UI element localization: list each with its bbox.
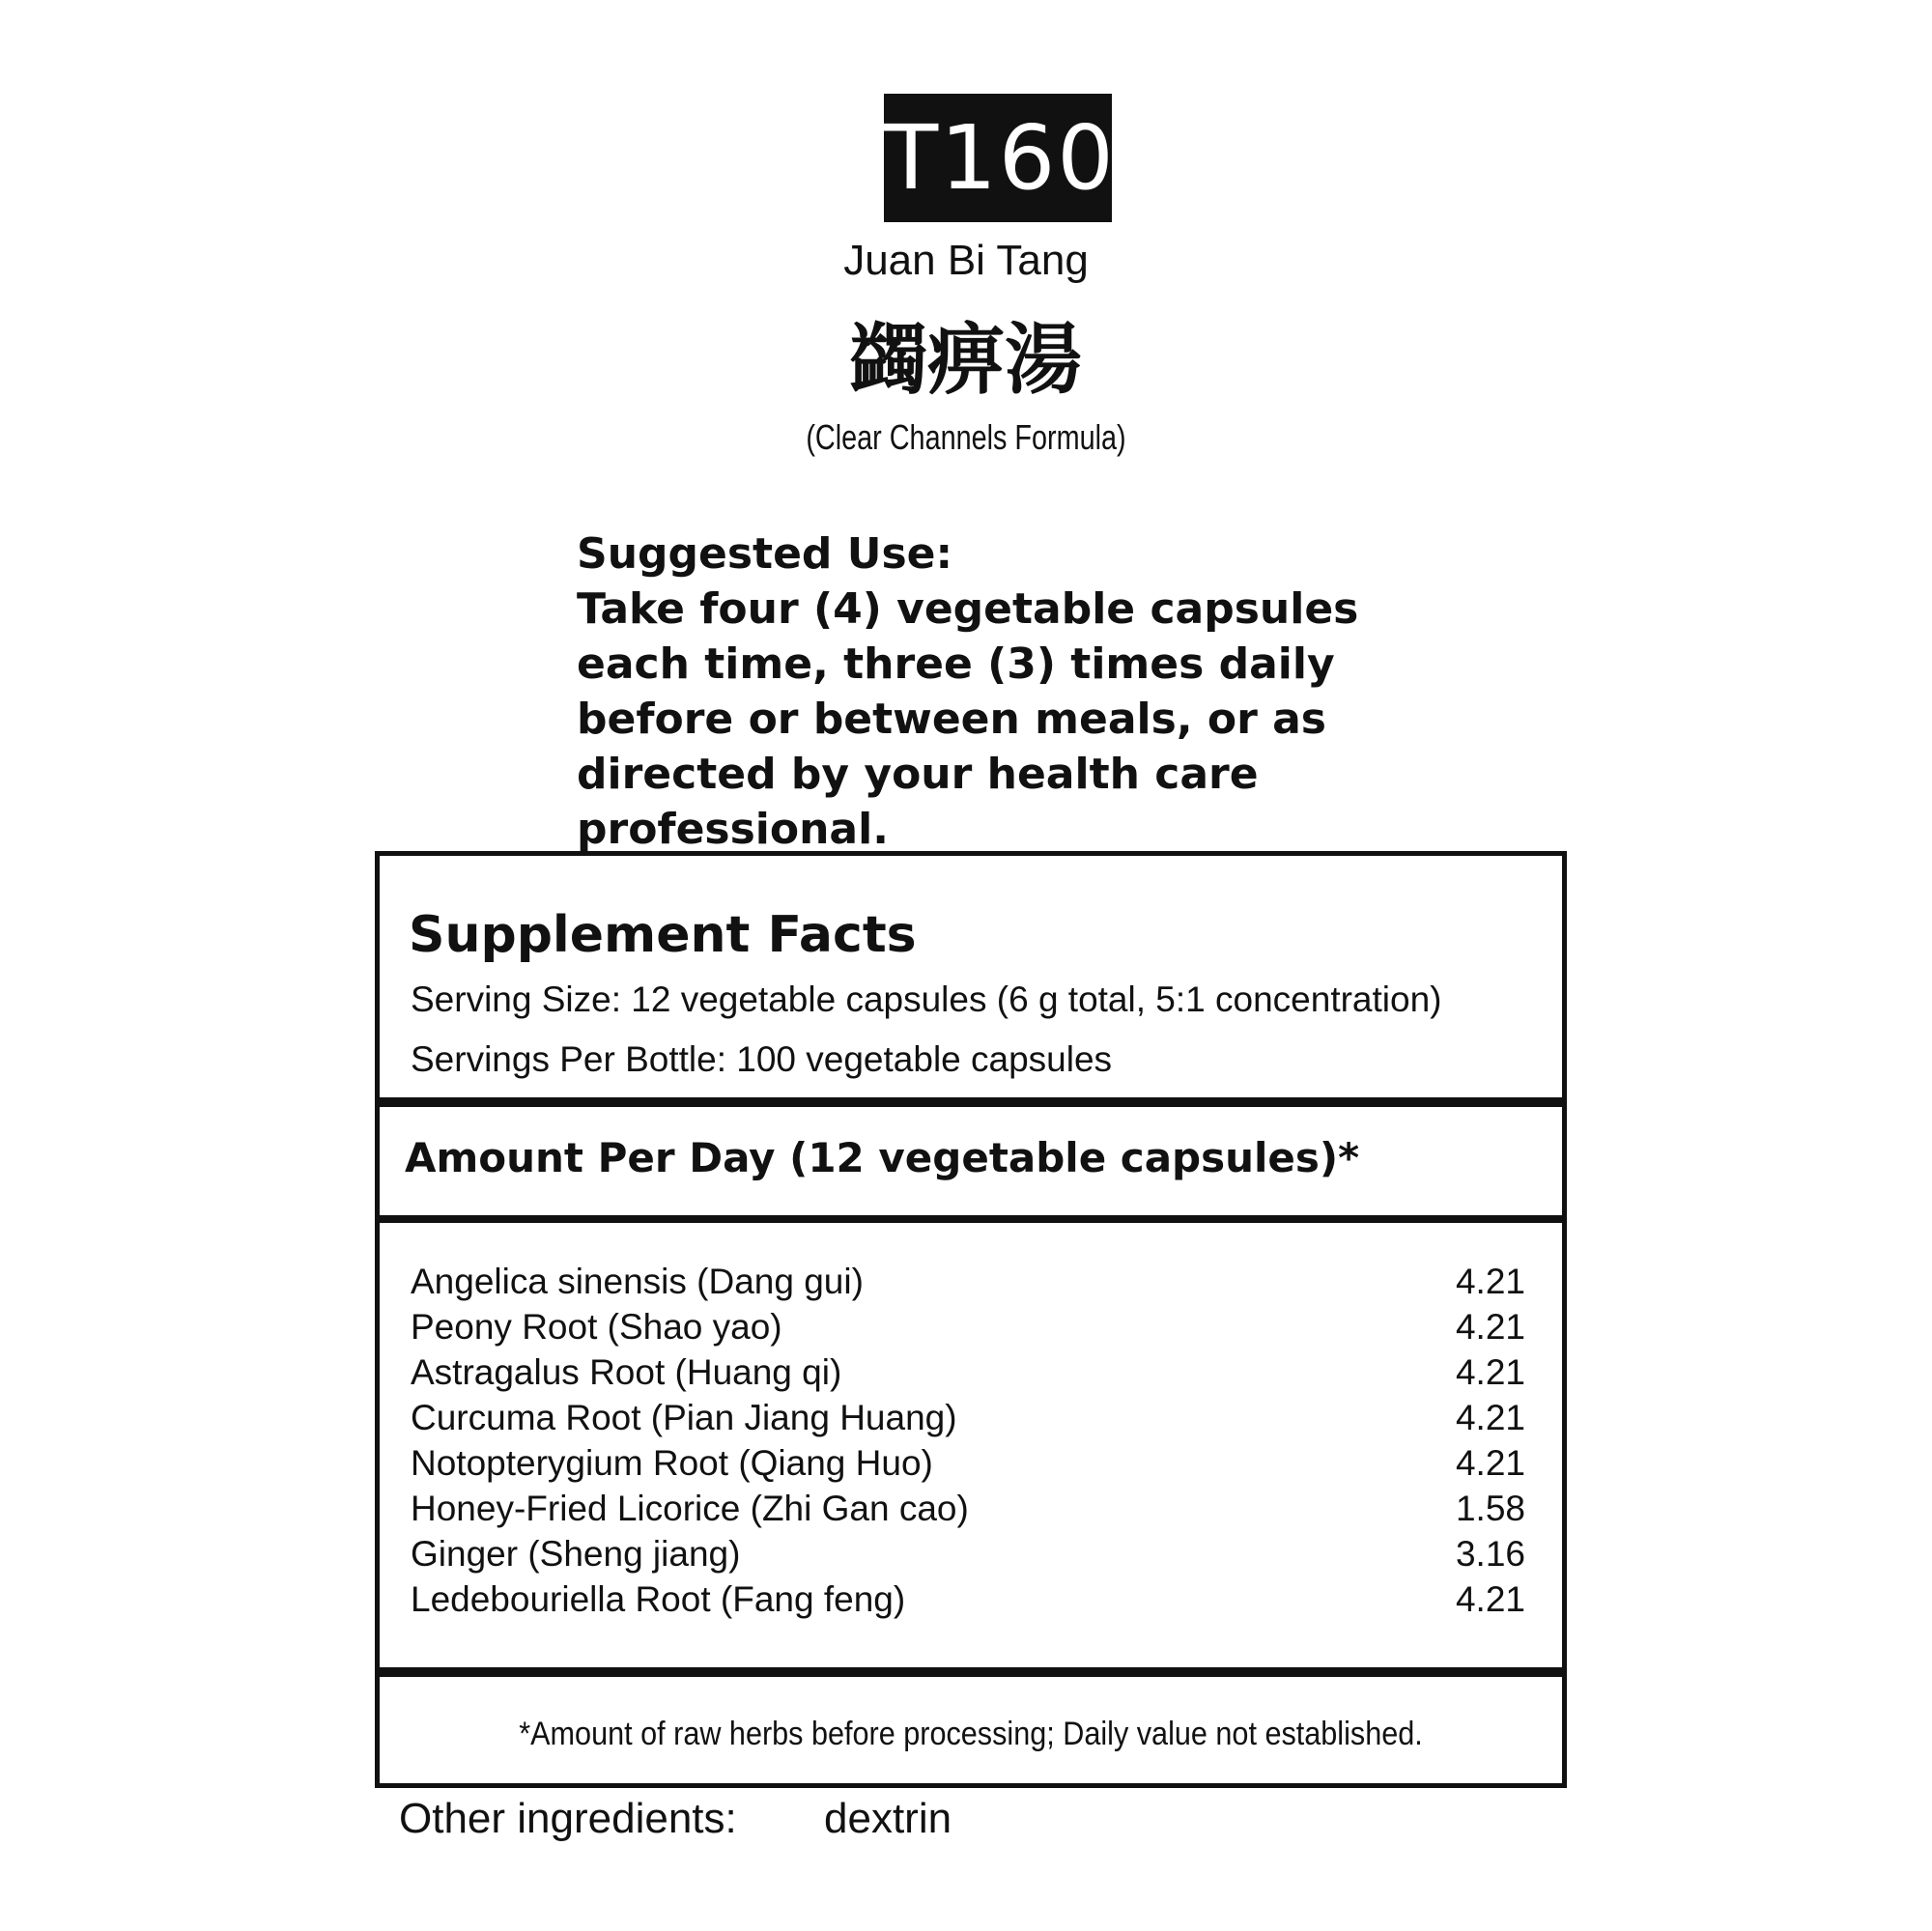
ingredient-name: Astragalus Root (Huang qi) [411,1352,842,1392]
supplement-facts-panel [375,851,1567,1788]
ingredient-amount: 4.21 [1455,1443,1525,1483]
amount-per-day-header: Amount Per Day (12 vegetable capsules)* [405,1134,1360,1181]
other-ingredients-value: dextrin [824,1795,952,1842]
ingredient-name: Curcuma Root (Pian Jiang Huang) [411,1398,957,1437]
ingredient-amount: 4.21 [1455,1398,1525,1437]
ingredient-row [411,1352,1525,1398]
ingredient-amount: 3.16 [1455,1534,1525,1574]
ingredient-name: Notopterygium Root (Qiang Huo) [411,1443,933,1483]
formula-name-english: Juan Bi Tang [843,237,1089,284]
serving-size: Serving Size: 12 vegetable capsules (6 g total, 5:1 concentration) [411,980,1442,1019]
ingredient-amount: 4.21 [1455,1352,1525,1392]
ingredient-row [411,1307,1525,1352]
suggested-use-section [577,526,1427,857]
ingredient-row [411,1443,1525,1489]
other-ingredients [399,1795,952,1843]
suggested-use-text: Take four (4) vegetable capsules each time, three (3) times daily before or between meals, or as directed by your health care professional. [577,584,1359,854]
ingredient-amount: 4.21 [1455,1262,1525,1301]
servings-per-bottle: Servings Per Bottle: 100 vegetable capsules [411,1039,1113,1079]
ingredient-row [411,1489,1525,1534]
ingredient-name: Ginger (Sheng jiang) [411,1534,741,1574]
product-code: T160 [884,94,1112,222]
ingredient-row [411,1398,1525,1443]
facts-title: Supplement Facts [409,906,917,964]
suggested-use-heading: Suggested Use: [577,529,953,579]
ingredient-amount: 4.21 [1455,1307,1525,1347]
divider-thick [380,1097,1562,1107]
ingredient-row [411,1262,1525,1307]
ingredient-name: Ledebouriella Root (Fang feng) [411,1579,906,1619]
ingredient-amount: 4.21 [1455,1579,1525,1619]
ingredient-list [411,1262,1525,1625]
formula-subtitle: (Clear Channels Formula) [806,417,1126,457]
divider-thick [380,1667,1562,1677]
formula-name-chinese: 蠲痹湯 [850,314,1082,405]
ingredient-row [411,1579,1525,1625]
facts-header-section [380,856,1562,1097]
ingredient-name: Peony Root (Shao yao) [411,1307,782,1347]
other-ingredients-label: Other ingredients: [399,1795,737,1842]
footnote: *Amount of raw herbs before processing; Daily value not established. [519,1716,1423,1752]
ingredient-name: Angelica sinensis (Dang gui) [411,1262,864,1301]
ingredient-row [411,1534,1525,1579]
divider-thick [380,1215,1562,1223]
ingredient-amount: 1.58 [1455,1489,1525,1528]
ingredient-name: Honey-Fried Licorice (Zhi Gan cao) [411,1489,969,1528]
